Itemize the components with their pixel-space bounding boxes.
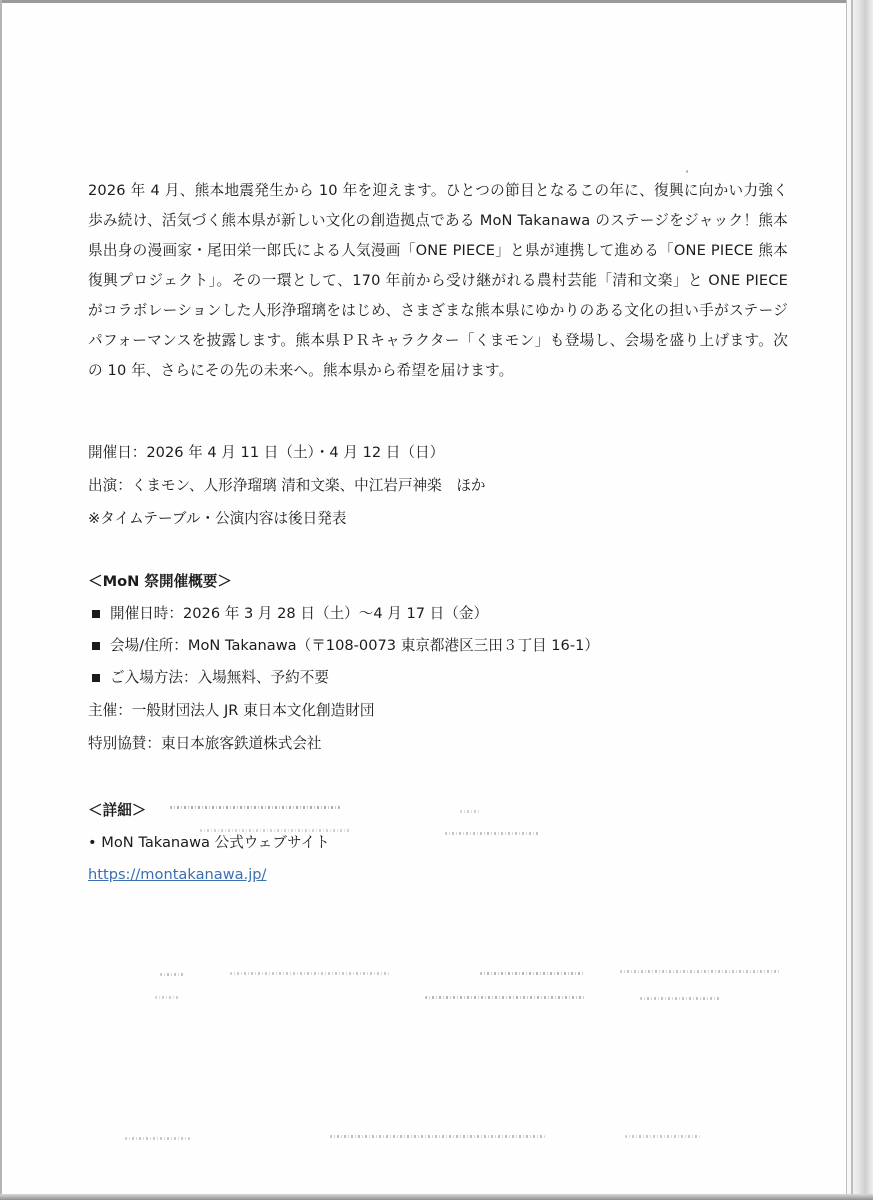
overview-item-venue: 会場/住所：MoN Takanawa（〒108-0073 東京都港区三田３丁目 16-1） [110,637,599,654]
overview-item [88,630,788,662]
scan-noise [625,1135,700,1138]
website-link[interactable]: https://montakanawa.jp/ [88,866,267,883]
scan-edge-right-line [851,0,853,1200]
scan-noise [230,972,390,975]
overview-item [88,662,788,694]
scan-noise [640,997,720,1000]
overview-item [88,598,788,630]
details-heading: ＜詳細＞ [88,802,147,819]
scan-noise [686,170,689,173]
intro-section [88,176,788,386]
scan-noise [170,806,340,809]
intro-paragraph: 2026 年 4 月、熊本地震発生から 10 年を迎えます。ひとつの節目となるこの年に、復興に向かい力強く歩み続け、活気づく熊本県が新しい文化の創造拠点である MoN Takanawa のステージをジャック！熊本県出身の漫画家・尾田栄一郎氏による人気漫画「ONE PIECE」と県が連携して進める「ONE PIECE 熊本復興プロジェクト」。その一環として、170 年前から受け継がれる農村芸能「清和文楽」と ONE PIECE がコラボレーションした人形浄瑠璃をはじめ、さまざまな熊本県にゆかりのある文化の担い手がステージパフォーマンスを披露します。熊本県ＰＲキャラクター「くまモン」も登場し、会場を盛り上げます。次の 10 年、さらにその先の未来へ。熊本県から希望を届けます。 [88,182,788,379]
overview-heading: ＜MoN 祭開催概要＞ [88,573,232,590]
scan-noise [480,972,585,975]
square-bullet-icon [92,642,100,650]
scan-edge-bottom [0,1194,873,1200]
scan-noise [125,1137,190,1140]
overview-item-dates: 開催日時：2026 年 3 月 28 日（土）～4 月 17 日（金） [110,605,489,622]
scan-noise [200,829,350,832]
scan-noise [620,970,780,973]
scan-noise [160,973,185,976]
overview-item-admission: ご入場方法：入場無料、予約不要 [110,669,329,686]
event-performers: 出演：くまモン、人形浄瑠璃 清和文楽、中江岩戸神楽 ほか [88,477,486,494]
scan-noise [330,1135,545,1138]
event-note: ※タイムテーブル・公演内容は後日発表 [88,510,347,527]
scan-edge-top [0,0,873,3]
festival-overview [88,565,788,760]
event-dates: 開催日：2026 年 4 月 11 日（土）・4 月 12 日（日） [88,444,445,461]
scan-noise [460,810,480,813]
website-label: • MoN Takanawa 公式ウェブサイト [88,834,330,851]
event-info [88,436,788,535]
square-bullet-icon [92,674,100,682]
scan-noise [445,832,540,835]
square-bullet-icon [92,610,100,618]
scan-noise [425,996,585,999]
organizer: 主催：一般財団法人 JR 東日本文化創造財団 [88,702,375,719]
scan-noise [155,996,180,999]
sponsor: 特別協賛：東日本旅客鉄道株式会社 [88,735,322,752]
scan-edge-left [0,0,2,1200]
